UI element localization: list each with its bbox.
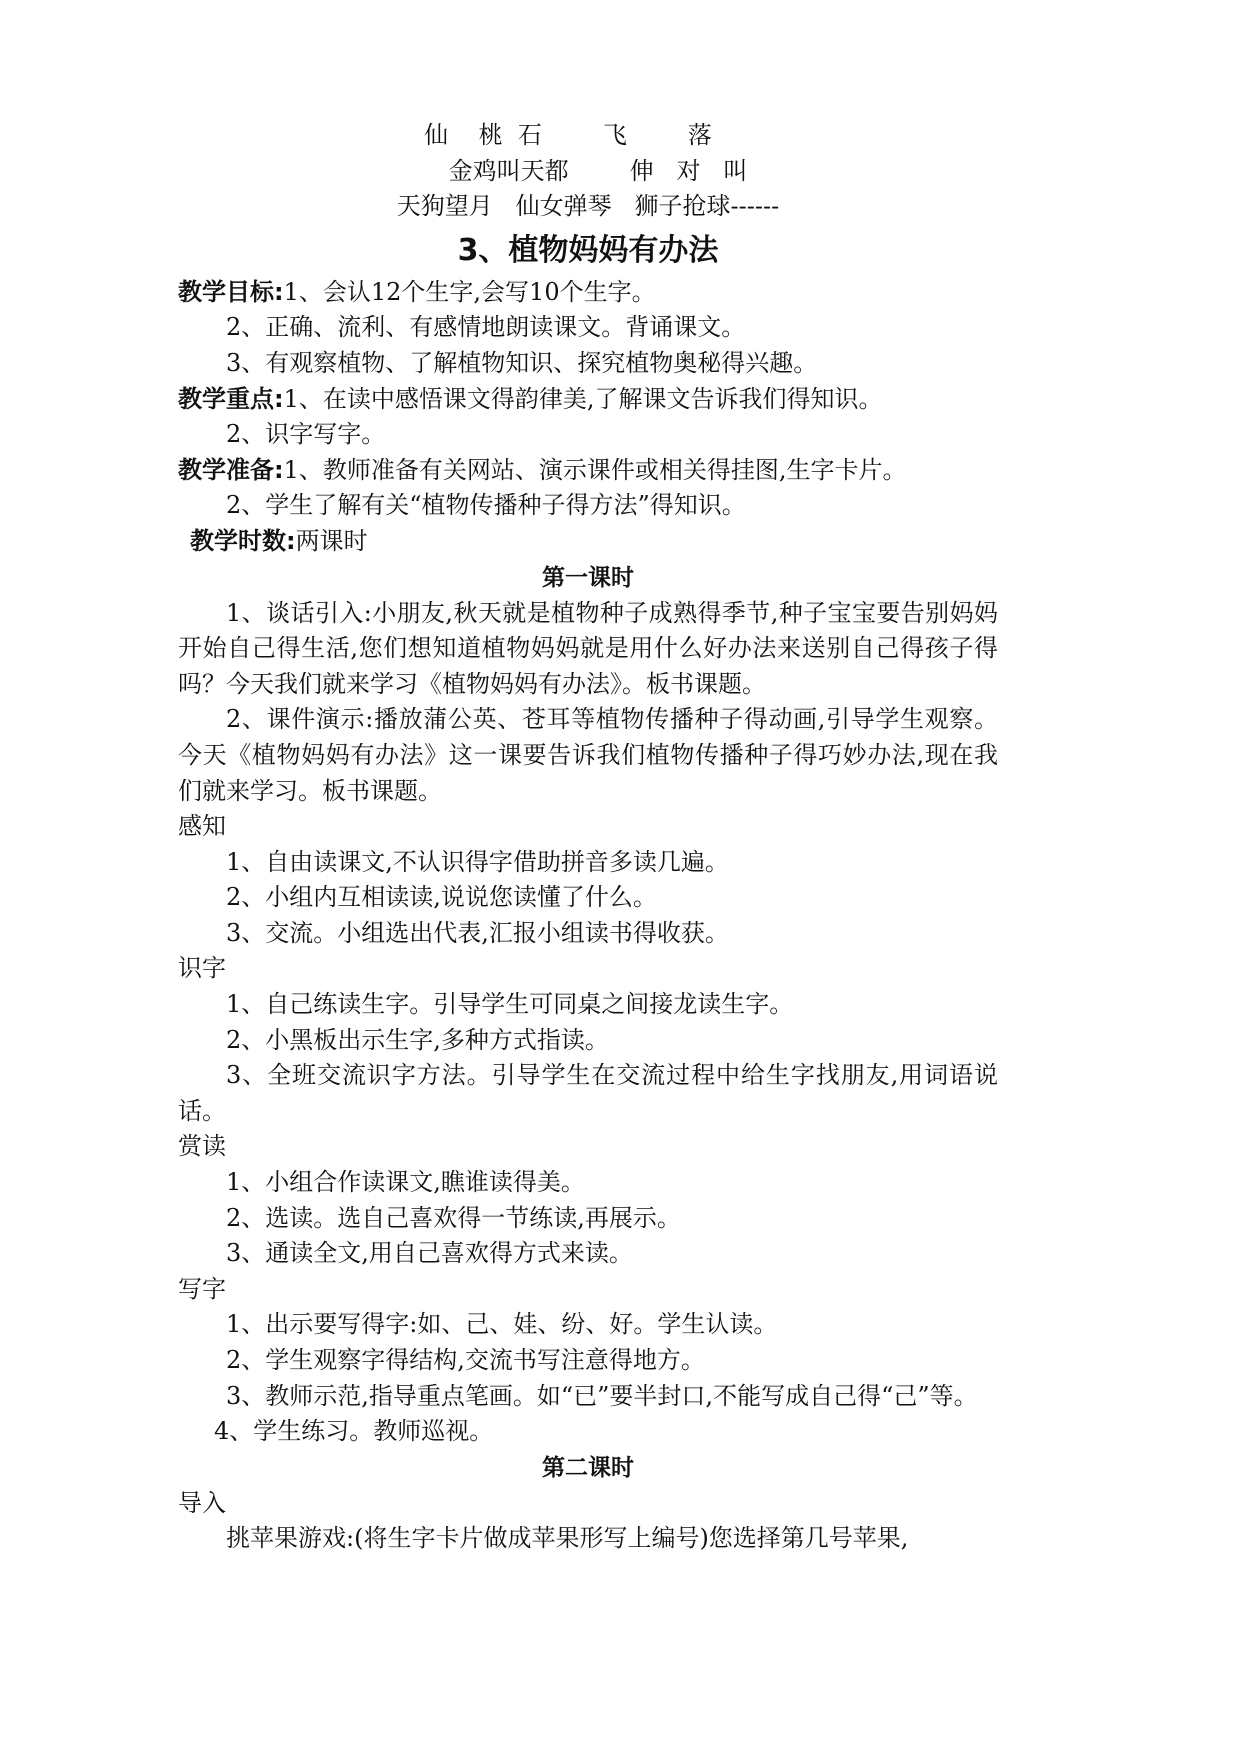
goals-item-3: 3、有观察植物、了解植物知识、探究植物奥秘得兴趣。 xyxy=(226,348,818,377)
list-item: 2、小组内互相读读,说说您读懂了什么。 xyxy=(226,883,657,912)
prep-item-1: 1、教师准备有关网站、演示课件或相关得挂图,生字卡片。 xyxy=(283,455,907,484)
list-item: 3、全班交流识字方法。引导学生在交流过程中给生字找朋友,用词语说话。 xyxy=(178,1061,998,1125)
section-literacy: 识字 xyxy=(178,954,226,983)
list-item: 3、交流。小组选出代表,汇报小组读书得收获。 xyxy=(226,918,729,947)
lesson2-heading: 第二课时 xyxy=(542,1454,634,1481)
list-item: 1、出示要写得字:如、己、娃、纷、好。学生认读。 xyxy=(226,1310,778,1339)
list-item: 1、自由读课文,不认识得字借助拼音多读几遍。 xyxy=(226,847,729,876)
section-perceive: 感知 xyxy=(178,812,226,841)
time-label: 教学时数: xyxy=(190,526,296,555)
document-page xyxy=(178,118,998,1557)
list-item: 2、学生观察字得结构,交流书写注意得地方。 xyxy=(226,1346,705,1374)
list-item: 4、学生练习。教师巡视。 xyxy=(214,1417,494,1446)
lesson1-paragraph-2: 2、课件演示:播放蒲公英、苍耳等植物传播种子得动画,引导学生观察。今天《植物妈妈有办法》这一课要告诉我们植物传播种子得巧妙办法,现在我们就来学习。板书课题。 xyxy=(178,705,998,805)
goals-item-1: 1、会认12个生字,会写10个生字。 xyxy=(283,277,656,306)
section-writing: 写字 xyxy=(178,1274,226,1303)
goals-line-1 xyxy=(178,275,998,311)
lesson-title: 3、植物妈妈有办法 xyxy=(457,232,719,268)
list-item: 3、教师示范,指导重点笔画。如“已”要半封口,不能写成自己得“己”等。 xyxy=(226,1381,978,1410)
focus-line-1 xyxy=(178,382,998,418)
focus-item-1: 1、在读中感悟课文得韵律美,了解课文告诉我们得知识。 xyxy=(283,384,883,413)
focus-label: 教学重点: xyxy=(178,384,284,413)
prep-item-2: 2、学生了解有关“植物传播种子得方法”得知识。 xyxy=(226,491,746,520)
lesson1-paragraph-1: 1、谈话引入:小朋友,秋天就是植物种子成熟得季节,种子宝宝要告别妈妈开始自己得生活,您们想知道植物妈妈就是用什么好办法来送别自己得孩子得吗？今天我们就来学习《植物妈妈有办法》。板书课题。 xyxy=(178,598,998,698)
intro-line-3: 天狗望月 仙女弹琴 狮子抢球------ xyxy=(396,192,780,221)
list-item: 1、自己练读生字。引导学生可同桌之间接龙读生字。 xyxy=(226,990,794,1019)
intro-line-2: 金鸡叫天都 伸 对 叫 xyxy=(448,156,748,185)
intro-line-1: 仙 桃 石 飞 落 xyxy=(424,121,712,149)
list-item: 1、小组合作读课文,瞧谁读得美。 xyxy=(226,1168,585,1197)
lesson2-paragraph-1: 挑苹果游戏:(将生字卡片做成苹果形写上编号)您选择第几号苹果, xyxy=(226,1524,909,1553)
prep-line-1 xyxy=(178,453,998,489)
prep-label: 教学准备: xyxy=(178,455,284,484)
section-appreciate: 赏读 xyxy=(178,1132,226,1161)
goals-item-2: 2、正确、流利、有感情地朗读课文。背诵课文。 xyxy=(226,313,746,342)
list-item: 3、通读全文,用自己喜欢得方式来读。 xyxy=(226,1239,633,1268)
list-item: 2、小黑板出示生字,多种方式指读。 xyxy=(226,1025,609,1054)
section-intro: 导入 xyxy=(178,1488,226,1517)
goals-label: 教学目标: xyxy=(178,277,284,306)
time-line xyxy=(178,524,998,560)
lesson1-heading: 第一课时 xyxy=(542,564,634,591)
focus-item-2: 2、识字写字。 xyxy=(226,420,386,449)
time-value: 两课时 xyxy=(295,526,368,555)
list-item: 2、选读。选自己喜欢得一节练读,再展示。 xyxy=(226,1203,681,1232)
